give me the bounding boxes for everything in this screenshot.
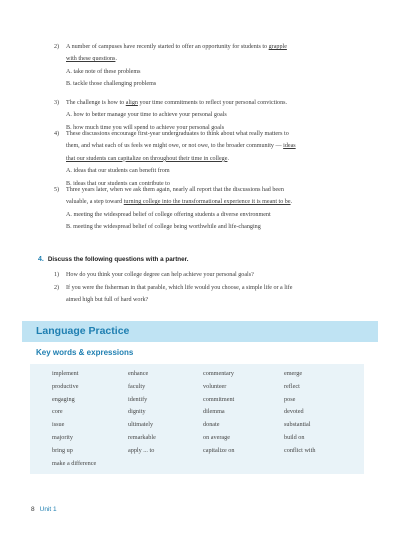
text-segment: A. meeting the widespread belief of college offering students a diverse environment (66, 211, 271, 218)
question-text (66, 187, 366, 193)
key-word: engaging (52, 395, 75, 403)
key-word: reflect (284, 382, 300, 390)
text-segment: Three years later, when we ask them again, nearly all report that the discussions had been (66, 187, 284, 193)
underlined-phrase: turning college into the transformational experience it is meant to be (123, 199, 291, 206)
underlined-phrase: ideas (283, 143, 296, 150)
question-text (66, 100, 366, 106)
discussion-item-number: 1) (54, 272, 60, 278)
key-word: emerge (284, 370, 303, 377)
text-segment: A. ideas that our students can benefit from (66, 168, 170, 175)
discussion-question: aimed high but full of hard work? (66, 297, 149, 303)
key-word: ultimately (128, 421, 154, 429)
question-number: 4) (54, 131, 60, 137)
text-segment: The challenge is how to (66, 100, 126, 106)
discussion-question: How do you think your college degree can help achieve your personal goals? (66, 272, 254, 278)
text-segment: B. meeting the widespread belief of college being worthwhile and life-changing (66, 224, 261, 231)
text-segment: valuable, a step toward (66, 199, 124, 206)
key-word: issue (52, 421, 65, 429)
question-number: 2) (54, 44, 60, 50)
language-practice-title: Language Practice (36, 325, 130, 337)
discussion-question: If you were the fisherman in that parable, which life would you choose, a simple life or a life (66, 285, 293, 291)
key-word: capitalize on (203, 446, 235, 454)
key-word: majority (52, 434, 73, 441)
discussion-item-number: 2) (54, 285, 60, 291)
underlined-phrase: that our students can capitalize on throughout their time in college (66, 155, 228, 162)
question-line (66, 199, 366, 205)
question-number: 5) (54, 187, 60, 193)
text-segment: . (115, 56, 117, 63)
key-word: enhance (128, 370, 149, 377)
key-word: remarkable (128, 434, 156, 441)
key-word: apply ... to (128, 446, 155, 454)
question-line (66, 212, 366, 218)
question-text (66, 131, 366, 137)
key-word: commentary (203, 370, 234, 377)
underlined-phrase: align (125, 100, 138, 106)
key-word: bring up (52, 446, 73, 454)
question-number: 3) (54, 100, 60, 106)
key-word: productive (52, 382, 79, 390)
exercise-4-instruction: Discuss the following questions with a partner. (47, 256, 189, 263)
question-line (66, 69, 366, 75)
text-segment: them, and what each of us feels we might owe, or not owe, to the broader community — (66, 143, 284, 150)
question-line (66, 156, 366, 162)
key-word: substantial (284, 421, 311, 429)
key-word: devoted (284, 408, 304, 416)
text-segment: B. how much time you will spend to achieve your personal goals (66, 124, 225, 131)
question-line (66, 81, 366, 87)
key-word: volunteer (203, 382, 227, 390)
key-word: commitment (203, 395, 235, 403)
text-segment: A number of campuses have recently started to offer an opportunity for students to (66, 44, 269, 50)
exercise-4-heading (38, 256, 189, 263)
key-word: core (52, 408, 63, 416)
underlined-phrase: with these questions (66, 56, 116, 63)
question-text (66, 44, 366, 50)
text-segment: These discussions encourage first-year undergraduates to think about what really matters to (66, 131, 289, 137)
text-segment: your time commitments to reflect your personal convictions. (137, 100, 288, 106)
question-line (66, 125, 366, 131)
unit-label: Unit 1 (39, 506, 57, 513)
key-word: donate (203, 421, 220, 429)
key-word: on average (203, 434, 230, 441)
key-word: pose (284, 395, 296, 403)
underlined-phrase: grapple (268, 44, 287, 50)
page-footer (31, 506, 57, 513)
key-word: make a difference (52, 459, 97, 467)
key-word: dignity (128, 408, 146, 416)
key-word: dilemma (203, 408, 225, 416)
key-word: build on (284, 434, 305, 441)
key-word: identify (128, 395, 148, 403)
question-line (66, 168, 366, 174)
question-line (66, 181, 366, 187)
key-words-box (30, 364, 364, 474)
text-segment: A. take note of these problems (66, 68, 141, 75)
text-segment: B. ideas that our students can contribute to (66, 180, 170, 187)
question-line (66, 143, 366, 149)
question-line (66, 56, 366, 62)
text-segment: . (290, 199, 293, 206)
text-segment: B. tackle those challenging problems (66, 81, 157, 88)
question-line (66, 224, 366, 230)
key-word: implement (52, 370, 79, 377)
key-word: conflict with (284, 446, 316, 454)
page-number: 8 (31, 506, 35, 513)
text-segment: . (227, 155, 229, 162)
exercise-4-number: 4. (38, 256, 44, 263)
key-words-subtitle: Key words & expressions (36, 348, 134, 357)
key-word: faculty (128, 382, 146, 390)
question-line (66, 112, 366, 118)
text-segment: A. how to better manage your time to achieve your personal goals (66, 112, 227, 119)
